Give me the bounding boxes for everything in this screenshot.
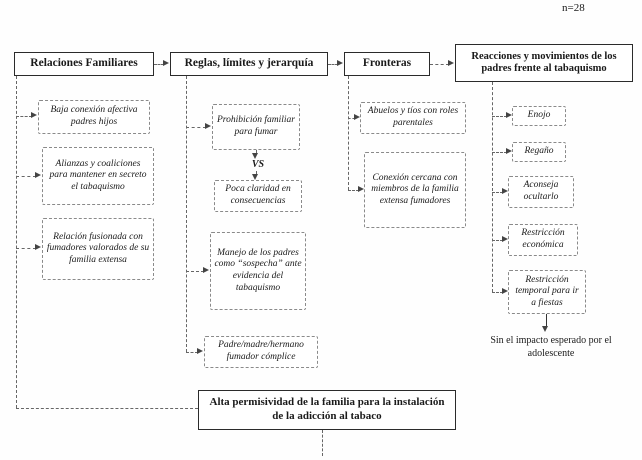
header-reacciones: Reacciones y movimientos de los padres frente al tabaquismo	[455, 44, 633, 82]
arrow-right-icon	[203, 267, 209, 273]
box-prohibicion: Prohibición familiar para fumar	[212, 104, 300, 150]
box-enojo: Enojo	[512, 106, 566, 126]
box-baja-conexion: Baja conexión afectiva padres hijos	[38, 100, 150, 134]
arrow-right-icon	[31, 112, 37, 118]
box-restriccion-economica: Restricción económica	[508, 224, 578, 256]
conclusion-tail-line	[322, 430, 323, 456]
box-restriccion-temporal: Restricción temporal para ir a fiestas	[508, 270, 586, 314]
box-poca-claridad: Poca claridad en consecuencias	[214, 180, 302, 212]
sample-size-label: n=28	[562, 2, 585, 14]
arrow-right-icon	[163, 60, 169, 66]
col4-branch-line	[492, 152, 507, 153]
col2-vertical-line	[186, 76, 187, 352]
box-regano: Regaño	[512, 142, 566, 162]
box-manejo-sospecha: Manejo de los padres como “sospecha” ante evidencia del tabaquismo	[210, 232, 306, 310]
col4-branch-line	[492, 116, 507, 117]
box-relacion-fusionada: Relación fusionada con fumadores valorados de su familia extensa	[42, 218, 154, 280]
arrow-right-icon	[205, 123, 211, 129]
col4-vertical-line	[492, 82, 493, 292]
col1-branch-line	[16, 116, 32, 117]
arrow-right-icon	[35, 172, 41, 178]
col2-branch-line	[186, 271, 204, 272]
vs-label: VS	[251, 159, 265, 170]
col3-vertical-line	[348, 76, 349, 190]
box-conexion-cercana: Conexión cercana con miembros de la familia extensa fumadores	[364, 152, 466, 228]
note-sin-impacto: Sin el impacto esperado por el adolescente	[490, 335, 612, 359]
arrow-right-icon	[448, 60, 454, 66]
col1-branch-line	[16, 176, 36, 177]
arrow-right-icon	[337, 60, 343, 66]
header-reglas-limites: Reglas, límites y jerarquía	[170, 52, 328, 76]
box-abuelos-tios: Abuelos y tíos con roles parentales	[360, 102, 466, 134]
box-alianzas: Alianzas y coaliciones para mantener en secreto el tabaquismo	[42, 147, 154, 205]
conclusion-box: Alta permisividad de la familia para la instalación de la adicción al tabaco	[198, 390, 456, 430]
col1-vertical-line	[16, 76, 17, 408]
header-relaciones-familiares: Relaciones Familiares	[14, 52, 154, 76]
arrow-right-icon	[197, 348, 203, 354]
bottom-horizontal-line	[16, 408, 198, 409]
box-fumador-complice: Padre/madre/hermano fumador cómplice	[204, 336, 318, 368]
header-fronteras: Fronteras	[344, 52, 430, 76]
connector-fronteras-reacciones	[430, 64, 449, 65]
box-aconseja-ocultarlo: Aconseja ocultarlo	[508, 176, 574, 208]
col2-branch-line	[186, 127, 206, 128]
col1-branch-line	[16, 248, 36, 249]
arrow-right-icon	[35, 244, 41, 250]
arrow-down-icon	[542, 326, 548, 332]
